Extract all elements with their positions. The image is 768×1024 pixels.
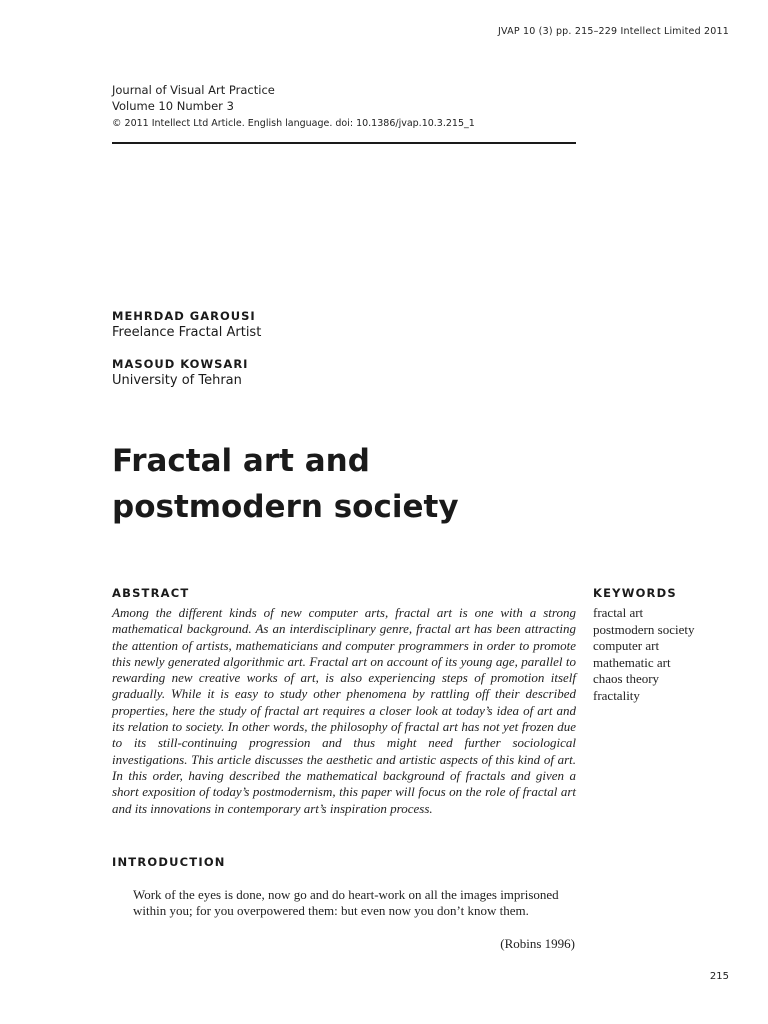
keyword-item: postmodern society bbox=[593, 621, 695, 637]
author-name: MEHRDAD GAROUSI bbox=[112, 309, 256, 323]
epigraph-citation: (Robins 1996) bbox=[500, 936, 575, 951]
article-title: Fractal art and postmodern society bbox=[112, 443, 459, 525]
keyword-item: fractality bbox=[593, 687, 640, 703]
keyword-item: fractal art bbox=[593, 605, 644, 620]
author-affiliation: University of Tehran bbox=[112, 373, 242, 388]
author-affiliation: Freelance Fractal Artist bbox=[112, 325, 262, 340]
keywords-list bbox=[593, 605, 694, 704]
keyword-item: chaos theory bbox=[593, 671, 660, 686]
keyword-item: mathematic art bbox=[593, 654, 671, 670]
abstract-text: Among the different kinds of new computer arts, fractal art is one with a strong mathematical background. As an interdisciplinary genre, fractal art has been attracting the attention of artists, mathematicians and computer programmers in order to promote this newly generated algorithmic art. Fractal art on account of its young age, parallel to rewarding new creative works of art, is also experiencing steps of promotion itself gradually. While it is easy to study other phenomena by rattling off their described properties, here the study of fractal art requires a closer look at today’s idea of art and its relation to society. In other words, the philosophy of fractal art has not yet frozen due to its still-continuing progression and thus might need further sociological investigations. This article discusses the aesthetic and artistic aspects of this kind of art. In this order, having described the mathematical background of fractals and given a short exposition of today’s postmodernism, this paper will focus on the role of fractal art and its innovations in contemporary art’s inspiration process. bbox=[112, 605, 576, 816]
page-number: 215 bbox=[709, 971, 729, 982]
introduction-heading: INTRODUCTION bbox=[112, 855, 226, 869]
author-list bbox=[112, 308, 576, 390]
epigraph-quote: Work of the eyes is done, now go and do heart-work on all the images imprisoned within you; for you overpowered them: but even now you don’t know them. bbox=[133, 887, 559, 919]
journal-copyright: © 2011 Intellect Ltd Article. English language. doi: 10.1386/jvap.10.3.215_1 bbox=[112, 118, 475, 129]
author-2 bbox=[112, 356, 576, 390]
abstract-heading: ABSTRACT bbox=[112, 586, 190, 600]
author-1 bbox=[112, 308, 576, 342]
journal-name: Journal of Visual Art Practice bbox=[112, 83, 275, 97]
header-rule bbox=[112, 142, 576, 144]
running-head: JVAP 10 (3) pp. 215–229 Intellect Limited 2011 bbox=[498, 26, 729, 37]
keyword-item: computer art bbox=[593, 638, 660, 653]
author-name: MASOUD KOWSARI bbox=[112, 357, 249, 371]
keywords-heading: KEYWORDS bbox=[593, 586, 677, 600]
journal-info bbox=[112, 82, 576, 132]
journal-volume: Volume 10 Number 3 bbox=[112, 99, 234, 113]
